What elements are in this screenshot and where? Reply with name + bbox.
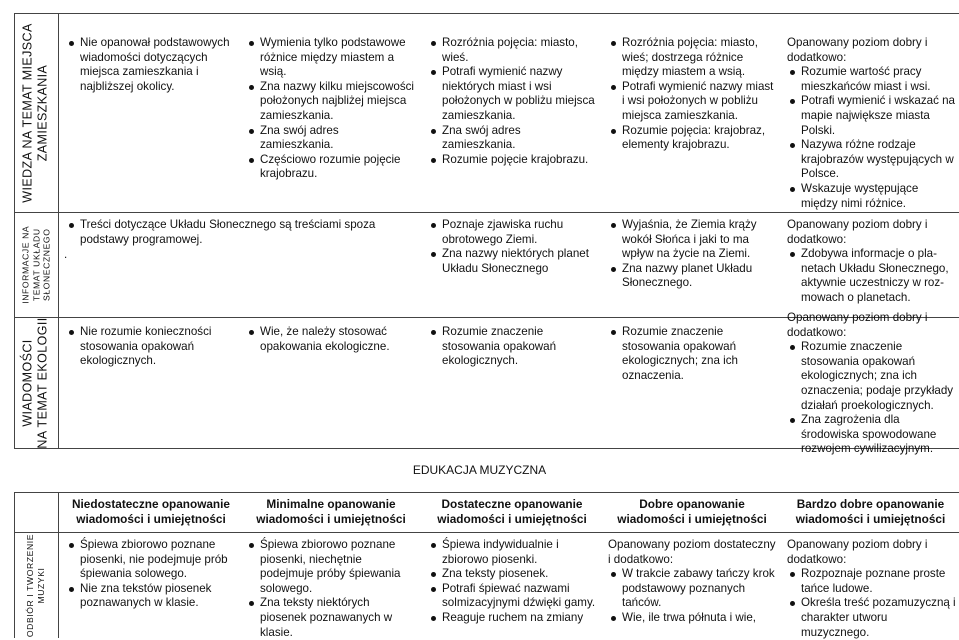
- cell-r1-c3: [428, 36, 596, 167]
- list-item: Zna nazwy niektórych planet Układu Słonecznego: [428, 247, 596, 276]
- cell-r1-c1: [66, 36, 241, 94]
- cell-intro: Opanowany poziom dobry i dodatkowo:: [787, 218, 928, 246]
- level-header-1: [62, 497, 240, 527]
- row-label-line: SŁONECZNEGO: [41, 228, 52, 301]
- row-label-ekologia: [14, 317, 58, 448]
- row-label-line: WIADOMOŚCI: [21, 338, 35, 427]
- cell-r1-c4: [608, 36, 776, 153]
- section-title: EDUKACJA MUZYCZNA: [412, 463, 547, 477]
- list-item: Określa treść pozamuzyczną i charakter utworu muzycznego.: [787, 596, 957, 640]
- list-item: Potrafi wymienić nazwy niektórych miast i wsi położonych w pobliżu miejsca zamieszkania.: [428, 65, 596, 123]
- row-label-muzyka: [14, 532, 58, 638]
- stray-dot: .: [64, 248, 68, 261]
- list-item: Zna teksty piosenek.: [428, 567, 596, 582]
- list-item: Zna swój adres zamieszkania.: [246, 124, 414, 153]
- list-item: Wie, ile trwa półnuta i wie,: [608, 611, 776, 626]
- cell-r3-c2: [246, 325, 414, 354]
- list-item: Śpiewa indywidualnie i zbiorowo piosenki.: [428, 538, 596, 567]
- cell-m-c1: [66, 538, 236, 611]
- cell-r2-c1: [66, 218, 406, 247]
- list-item: Śpiewa zbiorowo poznane piosenki, niechętnie podejmuje próby śpiewania solowego.: [246, 538, 414, 596]
- level-header-5: [782, 497, 959, 527]
- row-label-uklad: [14, 212, 58, 317]
- level-header-line: wiadomości i umiejętności: [256, 512, 406, 526]
- list-item: Częściowo rozumie pojęcie krajobrazu.: [246, 153, 414, 182]
- cell-intro: Opanowany poziom dobry i dodatkowo:: [787, 311, 928, 339]
- list-item: Zdobywa informacje o pla- netach Układu Słonecznego, aktywnie uczestniczy w roz- mowach o planetach.: [787, 247, 957, 305]
- list-item: W trakcie zabawy tańczy krok podstawowy poznanych tańców.: [608, 567, 776, 611]
- list-item: Zna zagrożenia dla środowiska spowodowane rozwojem cywilizacyjnym.: [787, 413, 957, 457]
- level-header-2: [242, 497, 420, 527]
- cell-r1-c5: [787, 36, 957, 211]
- cell-r3-c3: [428, 325, 596, 369]
- row-label-line: WIEDZA NA TEMAT MIEJSCA: [21, 22, 35, 203]
- list-item: Potrafi wymienić i wskazać na mapie największe miasta Polski.: [787, 94, 957, 138]
- list-item: Rozumie pojęcie krajobrazu.: [428, 153, 596, 168]
- cell-r3-c1: [66, 325, 236, 369]
- level-header-line: wiadomości i umiejętności: [437, 512, 587, 526]
- cell-m-c4: [608, 538, 776, 626]
- level-header-line: Niedostateczne opanowanie: [72, 497, 230, 511]
- list-item: Nie opanował podstawowych wiadomości dotyczących miejsca zamieszkania i najbliższej okolicy.: [66, 36, 241, 94]
- list-item: Rozróżnia pojęcia: miasto, wieś.: [428, 36, 596, 65]
- list-item: Zna teksty niektórych piosenek poznawanych w klasie.: [246, 596, 414, 640]
- row-label-line: ZAMIESZKANIA: [36, 64, 50, 161]
- cell-r3-c4: [608, 325, 776, 383]
- cell-intro: Opanowany poziom dobry i dodatkowo:: [787, 538, 928, 566]
- list-item: Reaguje ruchem na zmiany: [428, 611, 596, 626]
- row-label-line: INFORMACJE NA: [20, 225, 31, 304]
- list-item: Nazywa różne rodzaje krajobrazów występujących w Polsce.: [787, 138, 957, 182]
- level-header-line: wiadomości i umiejętności: [617, 512, 767, 526]
- level-header-line: Bardzo dobre opanowanie: [796, 497, 945, 511]
- list-item: Nie zna tekstów piosenek poznawanych w klasie.: [66, 582, 236, 611]
- level-header-4: [602, 497, 782, 527]
- cell-intro: Opanowany poziom dobry i dodatkowo:: [787, 36, 928, 64]
- cell-m-c5: [787, 538, 957, 640]
- list-item: Śpiewa zbiorowo poznane piosenki, nie podejmuje prób śpiewania solowego.: [66, 538, 236, 582]
- list-item: Zna nazwy planet Układu Słonecznego.: [608, 262, 776, 291]
- row-label-line: TEMAT UKŁADU: [30, 228, 41, 301]
- cell-r2-c5: [787, 218, 957, 306]
- list-item: Rozumie pojęcia: krajobraz, elementy krajobrazu.: [608, 124, 776, 153]
- list-item: Zna nazwy kilku miejscowości położonych najbliżej miejsca zamieszkania.: [246, 80, 414, 124]
- list-item: Potrafi śpiewać nazwami solmizacyjnymi dźwięki gamy.: [428, 582, 596, 611]
- cell-m-c3: [428, 538, 596, 626]
- level-header-line: Dostateczne opanowanie: [441, 497, 583, 511]
- list-item: Wymienia tylko podstawowe różnice między miastem a wsią.: [246, 36, 414, 80]
- list-item: Rozumie znaczenie stosowania opakowań ekologicznych; zna ich oznaczenia.: [608, 325, 776, 383]
- list-item: Wyjaśnia, że Ziemia krąży wokół Słońca i jaki to ma wpływ na życie na Ziemi.: [608, 218, 776, 262]
- cell-r1-c2: [246, 36, 414, 182]
- cell-intro: Opanowany poziom dostateczny i dodatkowo:: [608, 538, 776, 566]
- list-item: Zna swój adres zamieszkania.: [428, 124, 596, 153]
- row-label-line: NA TEMAT EKOLOGII: [36, 316, 50, 449]
- list-item: Nie rozumie konieczności stosowania opakowań ekologicznych.: [66, 325, 236, 369]
- level-header-3: [422, 497, 602, 527]
- row-label-line: MUZYKI: [36, 566, 46, 604]
- list-item: Treści dotyczące Układu Słonecznego są treściami spoza podstawy programowej.: [66, 218, 406, 247]
- level-header-line: Minimalne opanowanie: [266, 497, 396, 511]
- list-item: Poznaje zjawiska ruchu obrotowego Ziemi.: [428, 218, 596, 247]
- list-item: Rozpoznaje poznane proste tańce ludowe.: [787, 567, 957, 596]
- row-label-line: ODBIÓR I TWORZENIE: [25, 533, 36, 637]
- cell-r2-c4: [608, 218, 776, 291]
- list-item: Rozumie wartość pracy mieszkańców miast i wsi.: [787, 65, 957, 94]
- level-header-line: wiadomości i umiejętności: [795, 512, 946, 526]
- list-item: Wskazuje występujące między nimi różnice.: [787, 182, 957, 211]
- list-item: Potrafi wymienić nazwy miast i wsi położonych w pobliżu miejsca zamieszkania.: [608, 80, 776, 124]
- level-header-line: wiadomości i umiejętności: [76, 512, 226, 526]
- cell-r2-c3: [428, 218, 596, 276]
- list-item: Rozumie znaczenie stosowania opakowań ekologicznych; zna ich oznaczenia; podaje przykłady działań proekologicznych.: [787, 340, 957, 413]
- list-item: Rozróżnia pojęcia: miasto, wieś; dostrzega różnice między miastem a wsią.: [608, 36, 776, 80]
- cell-r3-c5: [787, 311, 957, 457]
- row-label-miejsce: [14, 13, 58, 212]
- list-item: Rozumie znaczenie stosowania opakowań ekologicznych.: [428, 325, 596, 369]
- level-header-line: Dobre opanowanie: [639, 497, 745, 511]
- cell-m-c2: [246, 538, 414, 640]
- list-item: Wie, że należy stosować opakowania ekologiczne.: [246, 325, 414, 354]
